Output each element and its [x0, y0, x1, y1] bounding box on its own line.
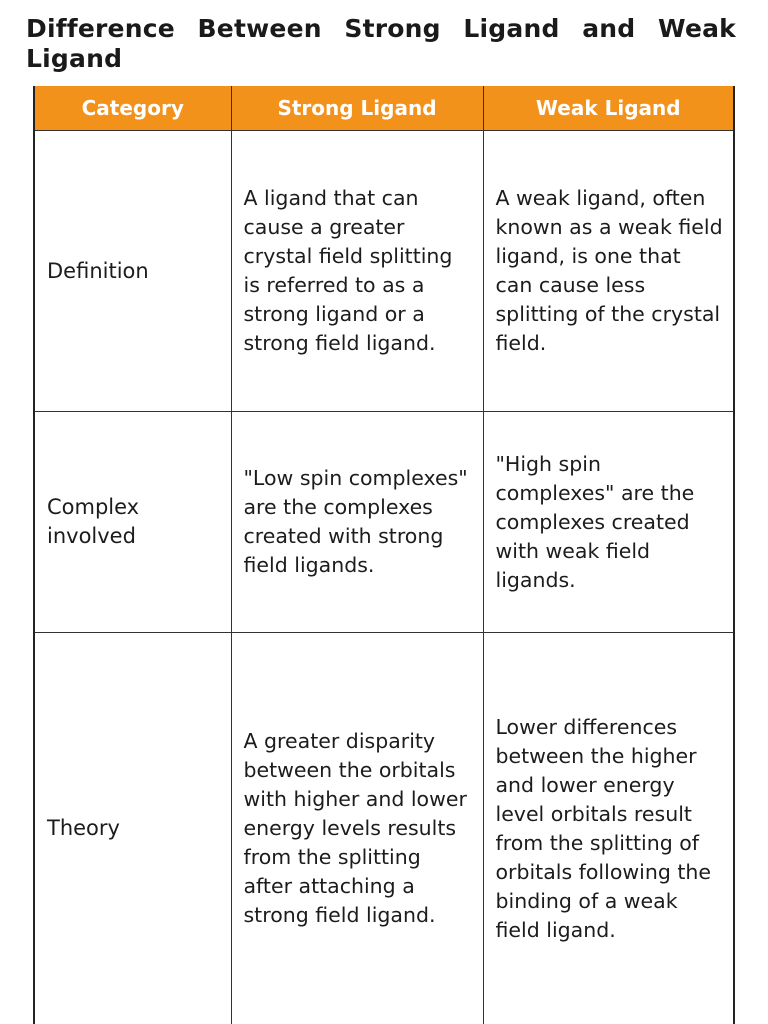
strong-ligand-cell: A ligand that can cause a greater crystal field splitting is referred to as a strong ligand or a strong field ligand.	[231, 131, 483, 412]
header-category: Category	[34, 86, 231, 131]
header-weak-ligand: Weak Ligand	[483, 86, 734, 131]
weak-ligand-cell: "High spin complexes" are the complexes created with weak field ligands.	[483, 412, 734, 633]
weak-ligand-cell: Lower differences between the higher and lower energy level orbitals result from the splitting of orbitals following the binding of a weak field ligand.	[483, 633, 734, 1024]
comparison-table	[33, 86, 735, 1024]
category-cell: Complex involved	[34, 412, 231, 633]
strong-ligand-cell: A greater disparity between the orbitals with higher and lower energy levels results from the splitting after attaching a strong field ligand.	[231, 633, 483, 1024]
page-title: Difference Between Strong Ligand and Weak Ligand	[26, 14, 736, 73]
weak-ligand-cell: A weak ligand, often known as a weak field ligand, is one that can cause less splitting of the crystal field.	[483, 131, 734, 412]
table-row	[34, 131, 734, 412]
table-row	[34, 633, 734, 1024]
strong-ligand-cell: "Low spin complexes" are the complexes created with strong field ligands.	[231, 412, 483, 633]
category-cell: Theory	[34, 633, 231, 1024]
category-cell: Definition	[34, 131, 231, 412]
table-row	[34, 412, 734, 633]
header-strong-ligand: Strong Ligand	[231, 86, 483, 131]
table-header-row	[34, 86, 734, 131]
